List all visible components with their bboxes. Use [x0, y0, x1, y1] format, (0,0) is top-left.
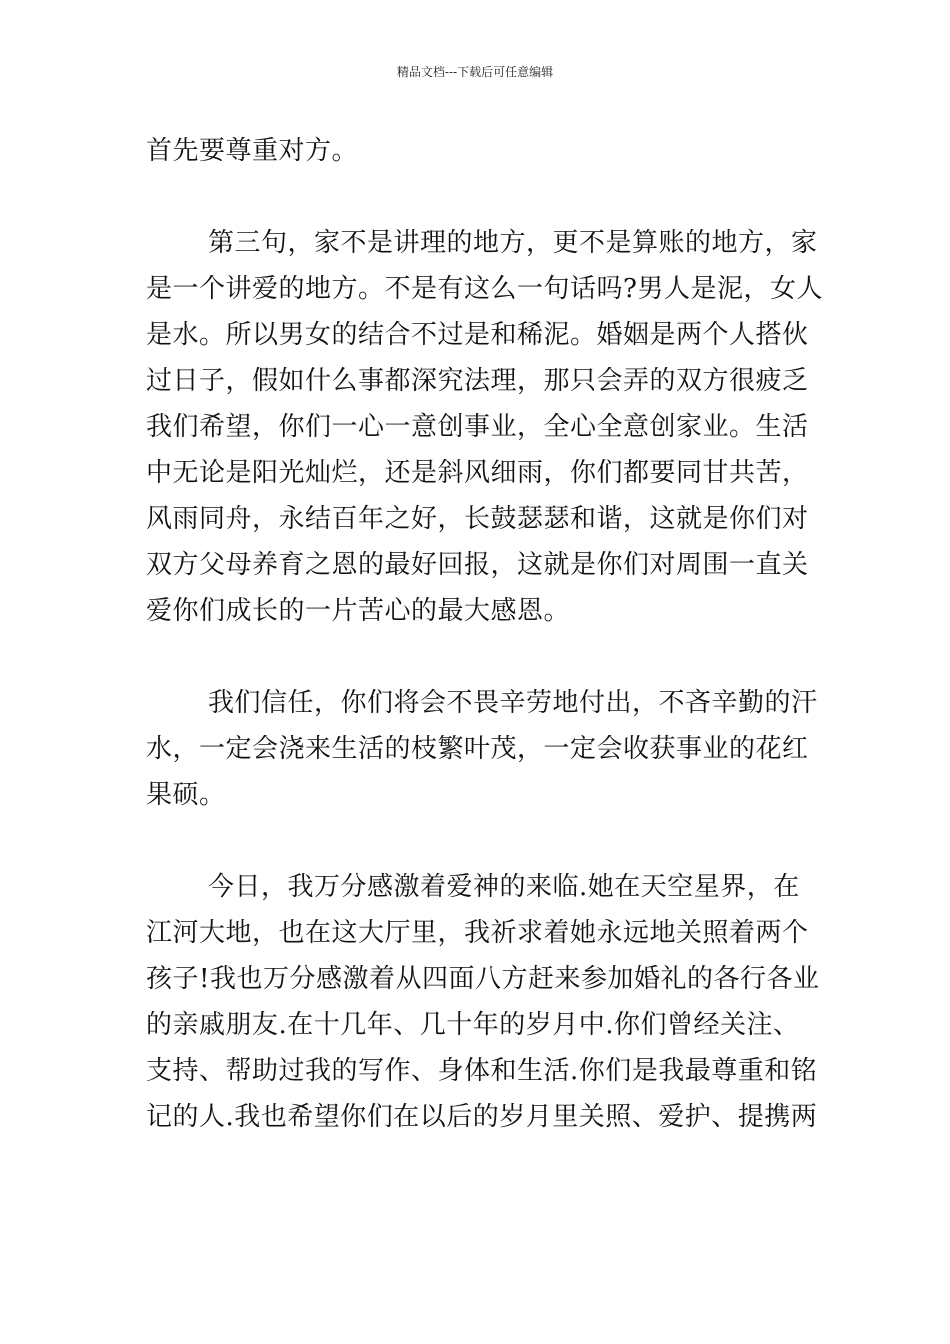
text-line: 爱你们成长的一片苦心的最大感恩。	[146, 596, 571, 626]
text-line: 第三句，家不是讲理的地方，更不是算账的地方，家	[208, 228, 818, 258]
paragraph-gap	[146, 634, 810, 680]
text-line: 今日，我万分感激着爱神的来临.她在天空星界，在	[208, 872, 800, 902]
text-line: 过日子，假如什么事都深究法理，那只会弄的双方很疲乏	[146, 366, 809, 396]
text-line: 支持、帮助过我的写作、身体和生活.你们是我最尊重和铭	[146, 1056, 818, 1086]
text-line: 孩子!我也万分感激着从四面八方赶来参加婚礼的各行各业	[146, 964, 820, 994]
paragraph	[146, 128, 810, 174]
text-line: 中无论是阳光灿烂，还是斜风细雨，你们都要同甘共苦，	[146, 458, 809, 488]
paragraph	[146, 680, 818, 818]
text-line: 风雨同舟，永结百年之好，长鼓瑟瑟和谐，这就是你们对	[146, 504, 809, 534]
text-line: 果硕。	[146, 780, 226, 810]
text-line: 是水。所以男女的结合不过是和稀泥。婚姻是两个人搭伙	[146, 320, 809, 350]
text-line: 我们希望，你们一心一意创事业，全心全意创家业。生活	[146, 412, 809, 442]
document-body	[146, 128, 823, 1140]
paragraph	[146, 864, 820, 1140]
paragraph	[146, 220, 823, 634]
paragraph-gap	[146, 818, 810, 864]
text-line: 记的人.我也希望你们在以后的岁月里关照、爱护、提携两	[146, 1102, 818, 1132]
text-line: 双方父母养育之恩的最好回报，这就是你们对周围一直关	[146, 550, 809, 580]
text-line: 的亲戚朋友.在十几年、几十年的岁月中.你们曾经关注、	[146, 1010, 800, 1040]
text-line: 我们信任，你们将会不畏辛劳地付出，不吝辛勤的汗	[208, 688, 818, 718]
text-line: 江河大地，也在这大厅里，我祈求着她永远地关照着两个	[146, 918, 809, 948]
paragraph-gap	[146, 174, 810, 220]
page-header: 精品文档---下载后可任意编辑	[396, 65, 554, 79]
text-line: 水，一定会浇来生活的枝繁叶茂，一定会收获事业的花红	[146, 734, 809, 764]
text-line: 是一个讲爱的地方。不是有这么一句话吗?男人是泥，女人	[146, 274, 823, 304]
text-line: 首先要尊重对方。	[146, 136, 359, 166]
